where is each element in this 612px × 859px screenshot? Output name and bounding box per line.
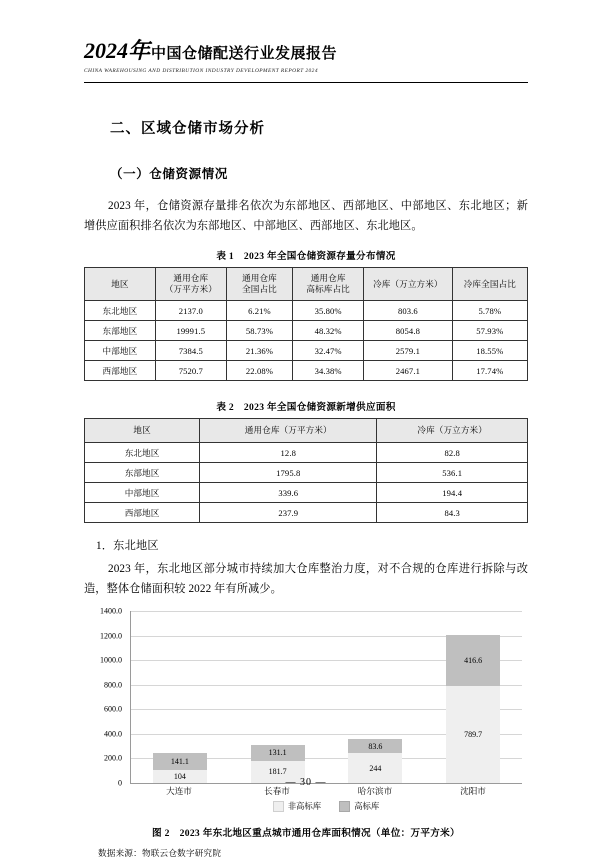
table-row	[85, 321, 528, 341]
x-tick: 长春市	[264, 786, 290, 796]
cell: 5.78%	[452, 301, 527, 321]
cell: 西部地区	[85, 361, 156, 381]
legend-swatch-icon	[273, 801, 284, 812]
y-tick: 1000.0	[100, 655, 122, 665]
header-year: 2024年	[84, 38, 151, 63]
cell: 237.9	[200, 503, 377, 523]
table2-col-1: 通用仓库（万平方米）	[200, 419, 377, 443]
cell: 57.93%	[452, 321, 527, 341]
bar-segment-non: 244	[348, 753, 402, 783]
header-title-cn: 中国仓储配送行业发展报告	[151, 46, 338, 62]
table-row	[85, 443, 528, 463]
y-tick: 0	[118, 778, 122, 788]
cell: 中部地区	[85, 341, 156, 361]
cell: 中部地区	[85, 483, 200, 503]
table-row	[85, 463, 528, 483]
cell: 194.4	[377, 483, 528, 503]
y-axis	[84, 606, 126, 788]
y-tick: 200.0	[104, 753, 122, 763]
legend-item-high	[339, 800, 379, 812]
chart-legend	[130, 800, 522, 812]
cell: 34.38%	[293, 361, 364, 381]
legend-label: 高标库	[354, 802, 380, 811]
table-row	[85, 483, 528, 503]
cell: 1795.8	[200, 463, 377, 483]
table-row	[85, 301, 528, 321]
bar-group-changchun	[251, 611, 305, 783]
plot-area	[130, 611, 522, 784]
y-tick: 800.0	[104, 680, 122, 690]
cell: 东部地区	[85, 463, 200, 483]
bar-group-dalian	[153, 611, 207, 783]
cell: 58.73%	[226, 321, 292, 341]
table-resource-stock	[84, 267, 528, 381]
bar-segment-high: 416.6	[446, 635, 500, 686]
cell: 19991.5	[155, 321, 226, 341]
y-tick: 400.0	[104, 729, 122, 739]
table1-col-3: 通用仓库 高标库占比	[293, 268, 364, 301]
section-title: 二、区域仓储市场分析	[110, 121, 265, 137]
table1-caption: 表 1 2023 年全国仓储资源存量分布情况	[216, 251, 396, 262]
bar-group-shenyang	[446, 611, 500, 783]
cell: 8054.8	[364, 321, 453, 341]
cell: 32.47%	[293, 341, 364, 361]
table1-col-2: 通用仓库 全国占比	[226, 268, 292, 301]
table-row	[85, 361, 528, 381]
cell: 12.8	[200, 443, 377, 463]
bar-segment-non: 181.7	[251, 761, 305, 783]
x-tick: 沈阳市	[460, 786, 486, 796]
cell: 2579.1	[364, 341, 453, 361]
header-title-line	[84, 34, 528, 65]
cell: 2467.1	[364, 361, 453, 381]
cell: 21.36%	[226, 341, 292, 361]
table2-col-0: 地区	[85, 419, 200, 443]
y-tick: 1200.0	[100, 631, 122, 641]
cell: 35.80%	[293, 301, 364, 321]
table-header-row	[85, 419, 528, 443]
cell: 东北地区	[85, 301, 156, 321]
subsection-label: 1．东北地区	[96, 540, 159, 552]
cell: 22.08%	[226, 361, 292, 381]
paragraph-northeast: 2023 年，东北地区部分城市持续加大仓库整治力度，对不合规的仓库进行拆除与改造，整体仓储面积较 2022 年有所减少。	[84, 563, 528, 595]
table1-col-0: 地区	[85, 268, 156, 301]
cell: 18.55%	[452, 341, 527, 361]
table-row	[85, 503, 528, 523]
table1-col-1: 通用仓库 （万平方米）	[155, 268, 226, 301]
cell: 6.21%	[226, 301, 292, 321]
cell: 7520.7	[155, 361, 226, 381]
bar-segment-non: 789.7	[446, 686, 500, 783]
x-tick: 哈尔滨市	[357, 786, 393, 796]
document-header	[84, 34, 528, 83]
y-tick: 1400.0	[100, 606, 122, 616]
bar-segment-high: 83.6	[348, 739, 402, 753]
cell: 339.6	[200, 483, 377, 503]
cell: 84.3	[377, 503, 528, 523]
legend-label: 非高标库	[287, 802, 322, 811]
cell: 17.74%	[452, 361, 527, 381]
cell: 西部地区	[85, 503, 200, 523]
cell: 东北地区	[85, 443, 200, 463]
table1-col-4: 冷库（万立方米）	[364, 268, 453, 301]
cell: 48.32%	[293, 321, 364, 341]
table-header-row	[85, 268, 528, 301]
x-tick: 大连市	[166, 786, 192, 796]
table-row	[85, 341, 528, 361]
figure-caption: 图 2 2023 年东北地区重点城市通用仓库面积情况（单位：万平方米）	[152, 828, 460, 839]
cell: 7384.5	[155, 341, 226, 361]
table2-col-2: 冷库（万立方米）	[377, 419, 528, 443]
bar-segment-non: 104	[153, 770, 207, 783]
table1-col-5: 冷库全国占比	[452, 268, 527, 301]
bar-group-harbin	[348, 611, 402, 783]
cell: 82.8	[377, 443, 528, 463]
cell: 536.1	[377, 463, 528, 483]
bars	[131, 611, 522, 783]
page-number: — 30 —	[285, 777, 327, 788]
bar-segment-high: 141.1	[153, 753, 207, 770]
subsection-title: （一）仓储资源情况	[110, 167, 228, 181]
cell: 东部地区	[85, 321, 156, 341]
cell: 803.6	[364, 301, 453, 321]
legend-swatch-icon	[339, 801, 350, 812]
legend-item-non-high	[273, 800, 322, 812]
figure-source: 数据来源：物联云仓数字研究院	[98, 848, 222, 858]
table2-caption: 表 2 2023 年全国仓储资源新增供应面积	[216, 402, 396, 413]
header-title-en: CHINA WAREHOUSING AND DISTRIBUTION INDUSTRY DEVELOPMENT REPORT 2024	[84, 68, 318, 74]
paragraph-resource-overview: 2023 年，仓储资源存量排名依次为东部地区、西部地区、中部地区、东北地区；新增供应面积排名依次为东部地区、中部地区、西部地区、东北地区。	[84, 200, 528, 232]
cell: 2137.0	[155, 301, 226, 321]
bar-segment-high: 131.1	[251, 745, 305, 761]
table-new-supply	[84, 418, 528, 523]
y-tick: 600.0	[104, 704, 122, 714]
